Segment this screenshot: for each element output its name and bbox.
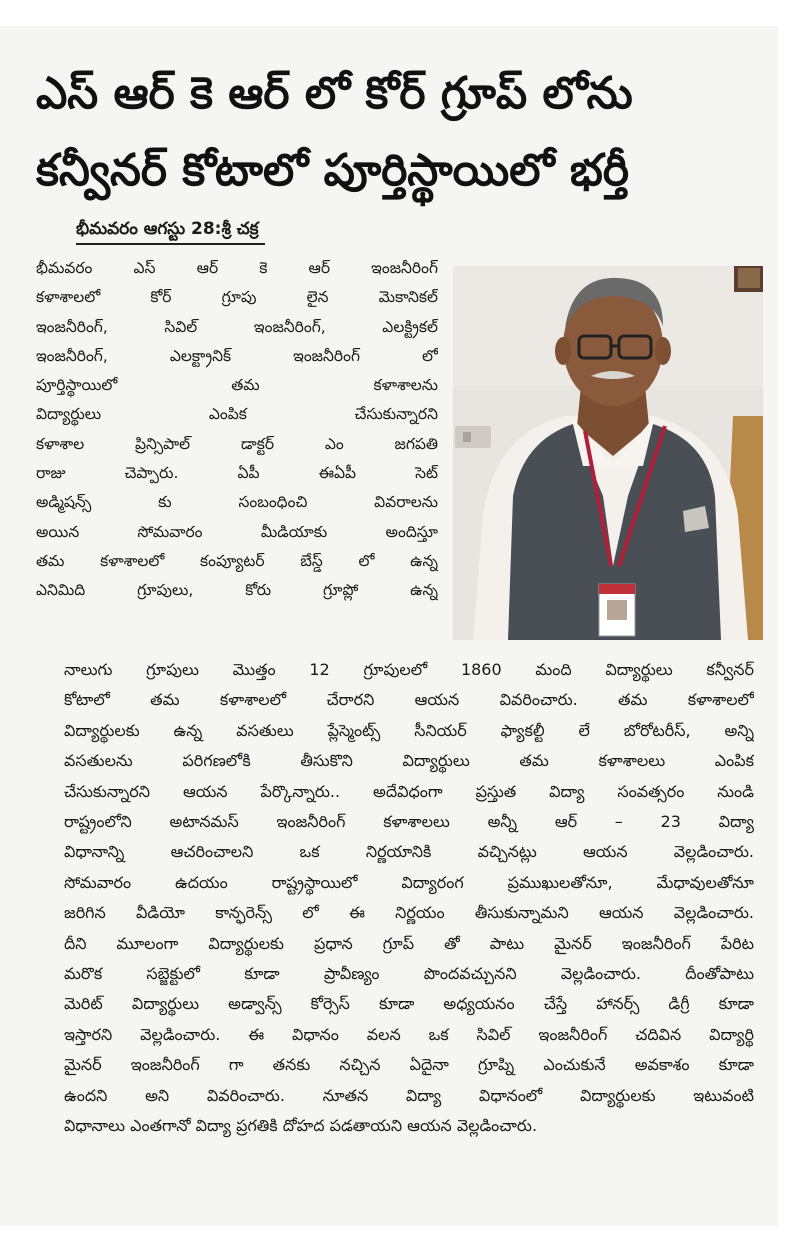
column-text-line: కళాశాల ప్రిన్సిపాల్ డాక్టర్ ఎం జగపతి	[36, 434, 438, 453]
body-text-line: విధానాలు ఎంతగానో విద్యా ప్రగతికి దోహద పడతాయని ఆయన వెల్లడించారు.	[64, 1116, 538, 1136]
body-text-line: వసతులను పరిగణలోకి తీసుకొని విద్యార్థులు తమ కళాశాలలు ఎంపిక	[64, 751, 754, 771]
body-text-line: విధానాన్ని ఆచరించాలని ఒక నిర్ణయానికి వచ్చినట్లు ఆయన వెల్లడించారు.	[64, 842, 754, 862]
body-text-line: ఉందని అని వివరించారు. నూతన విద్యా విధానంలో విద్యార్థులకు ఇటువంటి	[64, 1085, 754, 1105]
column-text-line: అయిన సోమవారం మీడియాకు అందిస్తూ	[36, 522, 438, 541]
body-text-line: ఇస్తారని వెల్లడించారు. ఈ విధానం వలన ఒక సివిల్ ఇంజనీరింగ్ చదివిన విద్యార్థి	[64, 1024, 754, 1044]
headline-line-1: ఎస్ ఆర్ కె ఆర్ లో కోర్ గ్రూప్ లోను	[36, 68, 633, 119]
column-text-line: భీమవరం ఎస్ ఆర్ కె ఆర్ ఇంజనీరింగ్	[36, 259, 438, 277]
portrait-image	[453, 266, 763, 640]
body-text-line: రాష్ట్రంలోని అటానమస్ ఇంజనీరింగ్ కళాశాలలు అన్నీ ఆర్ – 23 విద్యా	[64, 812, 754, 832]
next-headline-cutoff	[40, 1196, 730, 1236]
article-full-width-text	[64, 655, 754, 1142]
body-text-line: సోమవారం ఉదయం రాష్ట్రస్థాయిలో విద్యారంగ ప్రముఖులతోనూ, మేధావులతోనూ	[64, 872, 754, 892]
body-text-line: దీని మూలంగా విద్యార్థులకు ప్రధాన గ్రూప్ తో పాటు మైనర్ ఇంజనీరింగ్ పేరిట	[64, 933, 754, 953]
body-text-line: చేసుకున్నారని ఆయన పేర్కొన్నారు.. అదేవిధంగా ప్రస్తుత విద్యా సంవత్సరం నుండి	[64, 781, 754, 801]
column-text-line: ఇంజనీరింగ్, ఎలక్ట్రానిక్ ఇంజనీరింగ్ లో	[36, 346, 438, 365]
column-text-line: ఎనిమిది గ్రూపులు, కోరు గ్రూప్లో ఉన్న	[36, 581, 438, 600]
column-text-line: పూర్తిస్థాయిలో తమ కళాశాలను	[36, 376, 438, 395]
body-text-line: జరిగిన వీడియో కాన్ఫరెన్స్ లో ఈ నిర్ణయం తీసుకున్నామని ఆయన వెల్లడించారు.	[64, 903, 754, 923]
article-column-text	[36, 254, 438, 606]
body-text-line: నాలుగు గ్రూపులు మొత్తం 12 గ్రూపులలో 1860 మంది విద్యార్థులు కన్వీనర్	[64, 660, 754, 679]
body-text-line: కోటాలో తమ కళాశాలలో చేరారని ఆయన వివరించారు. తమ కళాశాలలో	[64, 690, 754, 710]
dateline: భీమవరం ఆగస్టు 28:శ్రీ చక్ర	[76, 216, 265, 245]
body-text-line: మరొక సబ్జెక్టులో కూడా ప్రావీణ్యం పొందవచ్చునని వెల్లడించారు. దీంతోపాటు	[64, 964, 754, 984]
column-text-line: కళాశాలలో కోర్ గ్రూపు లైన మెకానికల్	[36, 288, 438, 307]
body-text-line: మైనర్ ఇంజనీరింగ్ గా తనకు నచ్చిన ఏదైనా గ్రూప్ని ఎంచుకునే అవకాశం కూడా	[64, 1055, 754, 1075]
column-text-line: ఇంజనీరింగ్, సివిల్ ఇంజనీరింగ్, ఎలక్ట్రికల్	[36, 317, 438, 336]
principal-photo	[453, 266, 763, 640]
column-text-line: తమ కళాశాలలో కంప్యూటర్ బేస్డ్ లో ఉన్న	[36, 551, 438, 570]
headline-line-2: కన్వీనర్ కోటాలో పూర్తిస్థాయిలో భర్తీ	[36, 145, 629, 196]
body-text-line: విద్యార్థులకు ఉన్న వసతులు ప్లేస్మెంట్స్ సీనియర్ ఫ్యాకల్టీ లే బోరోటరీస్, అన్ని	[64, 720, 754, 740]
column-text-line: అడ్మిషన్స్ కు సంబంధించి వివరాలను	[36, 493, 438, 512]
body-text-line: మెరిట్ విద్యార్థులు అడ్వాన్స్ కోర్సెస్ కూడా అధ్యయనం చేస్తే హానర్స్ డిగ్రీ కూడా	[64, 994, 754, 1014]
column-text-line: రాజు చెప్పారు. ఏపీ ఈఏపీ సెట్	[36, 464, 438, 483]
column-text-line: విద్యార్థులు ఎంపిక చేసుకున్నారని	[36, 405, 438, 424]
